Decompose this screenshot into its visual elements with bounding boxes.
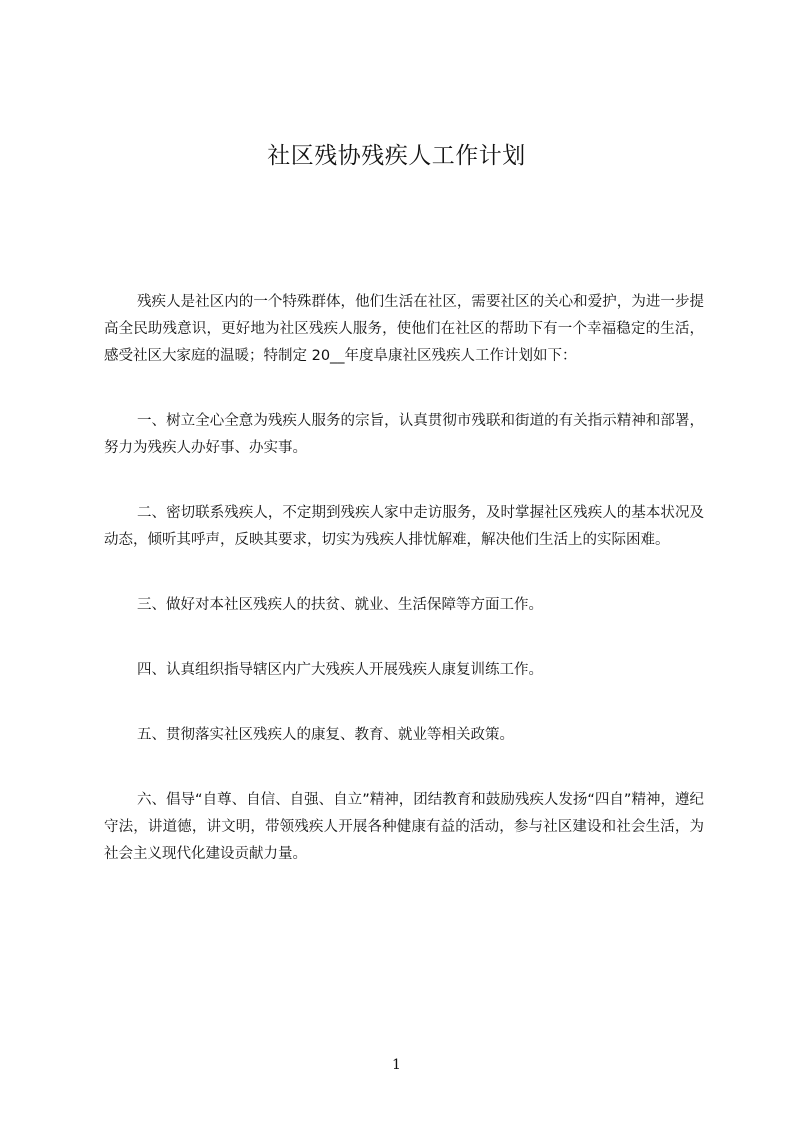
page-number: 1: [392, 1057, 401, 1073]
intro-paragraph: 残疾人是社区内的一个特殊群体，他们生活在社区，需要社区的关心和爱护，为进一步提高全民助残意识，更好地为社区残疾人服务，使他们在社区的帮助下有一个幸福稳定的生活，感受社区大家庭的温暖；特制定 20__年度阜康社区残疾人工作计划如下：: [104, 294, 704, 364]
document-body: [104, 289, 704, 868]
plan-item-6: 六、倡导“自尊、自信、自强、自立”精神，团结教育和鼓励残疾人发扬“四自”精神，遵纪守法，讲道德，讲文明，带领残疾人开展各种健康有益的活动，参与社区建设和社会生活，为社会主义现代化建设贡献力量。: [104, 792, 704, 862]
plan-item-3: 三、做好对本社区残疾人的扶贫、就业、生活保障等方面工作。: [137, 597, 543, 613]
plan-item-2: 二、密切联系残疾人，不定期到残疾人家中走访服务，及时掌握社区残疾人的基本状况及动态，倾听其呼声，反映其要求，切实为残疾人排忧解难，解决他们生活上的实际困难。: [104, 505, 704, 548]
plan-item-1: 一、树立全心全意为残疾人服务的宗旨，认真贯彻市残联和街道的有关指示精神和部署，努力为残疾人办好事、办实事。: [104, 413, 704, 456]
plan-item-5: 五、贯彻落实社区残疾人的康复、教育、就业等相关政策。: [137, 727, 514, 743]
plan-item-4: 四、认真组织指导辖区内广大残疾人开展残疾人康复训练工作。: [137, 662, 543, 678]
document-title: 社区残协残疾人工作计划: [267, 143, 526, 169]
